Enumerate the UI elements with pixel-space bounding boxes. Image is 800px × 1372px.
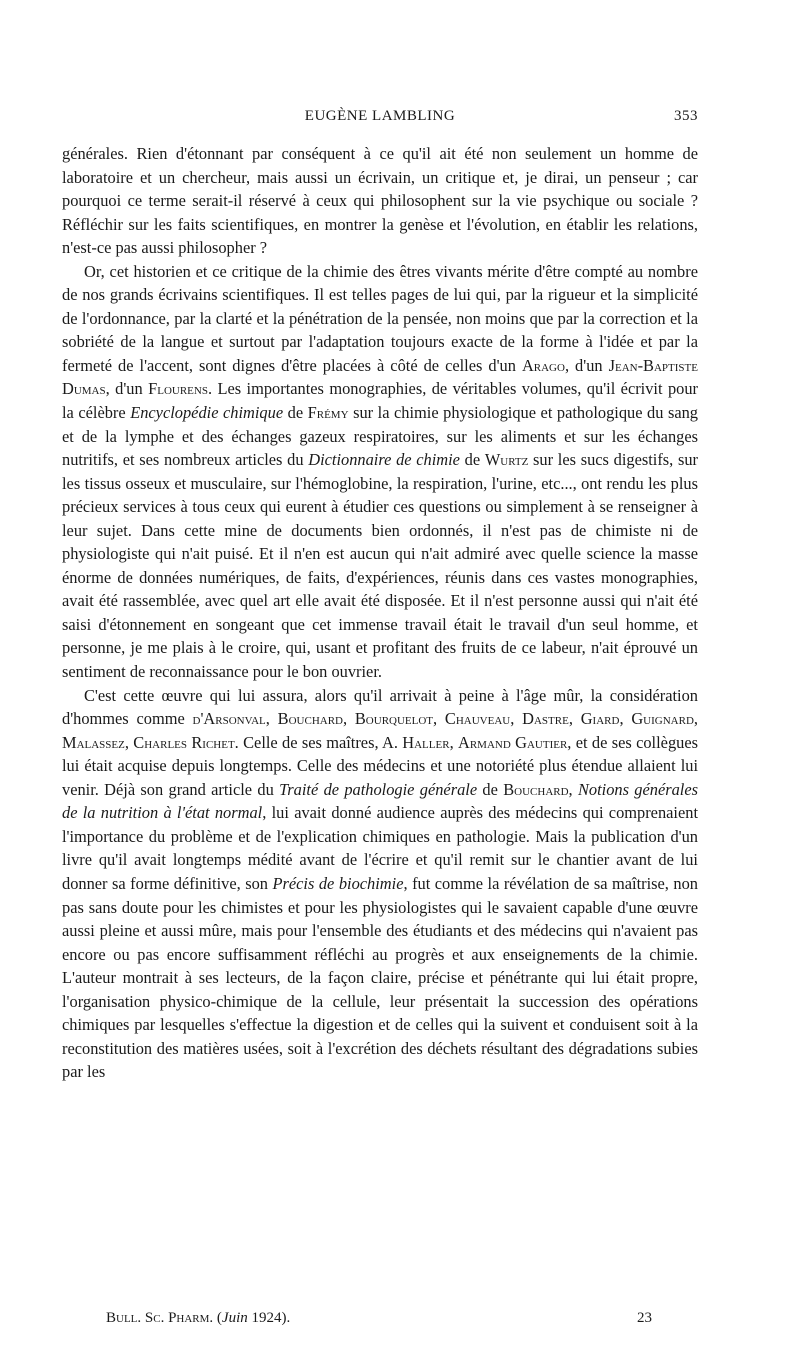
journal-name: Bull. Sc. Pharm. ( bbox=[106, 1310, 222, 1326]
text-run: , et de ses collègues lui était acquise depuis longtemps. Celle des médecins et une notoriété plus étendue allaient lui venir. Déjà son grand article du bbox=[62, 732, 698, 799]
text-run: . Celle de ses maîtres, A. bbox=[234, 732, 403, 752]
text-run: de bbox=[477, 779, 504, 799]
text-run: , bbox=[693, 709, 699, 729]
text-run: , lui avait donné audience auprès des médecins qui comprenaient l'importance du problème et de l'explication chimiques en pathologie. Mais la publication d'un livre qu'il avait longtemps médité avant de l'écrire et qu'il remit sur le chantier avant de lui donner sa forme définitive, son bbox=[62, 803, 698, 893]
person-name: Frémy bbox=[307, 403, 349, 423]
person-name: Giard bbox=[580, 709, 620, 729]
text-run: sur les sucs digestifs, sur les tissus osseux et musculaire, sur l'hémoglobine, la respiration, l'urine, etc..., ont rendu les plus précieux services à tous ceux qui eurent à étudier ces questions ou simplement à se renseigner à leur sujet. Dans cette mine de documents bien ordonnés, il n'est pas de chimiste ni de physiologiste qui n'ait puisé. Et il n'en est aucun qui n'ait admiré avec quelle science la masse énorme de données numériques, de faits, d'expériences, réunis dans ces vastes monographies, avait été rassemblée, avec quel art elle avait été disposée. Et il n'est personne aussi qui n'ait été saisi d'étonnement en songeant que cet immense travail était le travail d'un seul homme, et personne, je me plais à le croire, qui, usant et profitant des fruits de ce labeur, n'ait éprouvé un sentiment de reconnaissance pour le bon ouvrier. bbox=[62, 450, 698, 682]
text-run: . Les importantes monographies, de véritables volumes, qu'il écrivit pour la célèbre bbox=[62, 379, 698, 423]
text-run: , bbox=[124, 732, 134, 752]
person-name: Chauveau bbox=[444, 709, 511, 729]
paragraph-3 bbox=[62, 684, 698, 1084]
person-name: Malassez bbox=[62, 732, 125, 752]
running-title: EUGÈNE LAMBLING bbox=[304, 108, 456, 124]
text-run: , d'un bbox=[564, 355, 609, 375]
person-name: Charles Richet bbox=[133, 732, 235, 752]
person-name: d'Arsonval bbox=[192, 709, 266, 729]
person-name: Haller bbox=[402, 732, 450, 752]
person-name: Arago bbox=[521, 355, 565, 375]
text-run: C'est cette œuvre qui lui assura, alors qu'il arrivait à peine à l'âge mûr, la considération d'hommes comme bbox=[62, 685, 698, 729]
work-title: Encyclopédie chimique bbox=[130, 403, 284, 423]
text-run: , d'un bbox=[105, 379, 149, 399]
text-run: générales. Rien d'étonnant par conséquent à ce qu'il ait été non seulement un homme de laboratoire et un chercheur, mais aussi un écrivain, un critique et, je dirai, un penseur ; car pourquoi ce terme serait-il réservé à ceux qui philosophent sur la vie psychique ou sociale ? Réfléchir sur les faits scientifiques, en montrer la genèse et l'évolution, en établir les relations, n'est-ce pas aussi philosopher ? bbox=[62, 144, 698, 258]
text-run: Or, cet historien et ce critique de la chimie des êtres vivants mérite d'être compté au nombre de nos grands écrivains scientifiques. Il est telles pages de lui qui, par la rigueur et la simplicité de l'ordonnance, par la clarté et la pénétration de la pensée, non moins que par la correction et la sobriété de la langue et surtout par l'adaptation toujours exacte de la forme à l'idée et par la fermeté de l'accent, sont dignes d'être placées à côté de celles d'un bbox=[62, 261, 698, 375]
text-run: de bbox=[283, 403, 308, 423]
text-run: , bbox=[568, 709, 581, 729]
paragraph-2 bbox=[62, 260, 698, 684]
page-footer bbox=[106, 1310, 652, 1327]
person-name: Guignard bbox=[631, 709, 694, 729]
journal-year: 1924). bbox=[247, 1310, 291, 1326]
body-text bbox=[62, 142, 698, 1084]
signature-mark: 23 bbox=[637, 1310, 652, 1326]
journal-month: Juin bbox=[221, 1310, 248, 1326]
text-run: sur la chimie physiologique et pathologique du sang et de la lymphe et des échanges gazeux respiratoires, sur les aliments et sur les échanges nutritifs, et ses nombreux articles du bbox=[62, 403, 698, 470]
work-title: Traité de pathologie générale bbox=[279, 779, 478, 799]
text-run: , bbox=[433, 709, 445, 729]
page-number: 353 bbox=[674, 108, 698, 124]
text-run: , fut comme la révélation de sa maîtrise, non pas sans doute pour les chimistes et pour les physiologistes qui le savaient capable d'une œuvre aussi pleine et aussi mûre, mais pour l'ensemble des étudiants et des médecins qui n'avaient pas encore ou pas encore suffisamment réfléchi au progrès et aux enseignements de la chimie. L'auteur montrait à ses lecteurs, de la façon claire, précise et pénétrante qui lui était propre, l'organisation physico-chimique de la cellule, leur présentait la succession des opérations chimiques par lesquelles s'effectue la digestion et de celles qui la suivent et conduisent soit à la reconstitution des matières usées, soit à l'excrétion des déchets résultant des dégradations subies par les bbox=[62, 873, 698, 1082]
journal-reference bbox=[106, 1310, 290, 1326]
work-title: Dictionnaire de chimie bbox=[308, 450, 460, 470]
person-name: Bouchard bbox=[503, 779, 569, 799]
text-run: , bbox=[342, 709, 355, 729]
work-title: Précis de biochimie bbox=[272, 873, 404, 893]
person-name: Jean-Baptiste Dumas bbox=[62, 355, 698, 399]
text-run: , bbox=[449, 732, 458, 752]
person-name: Wurtz bbox=[484, 450, 529, 470]
person-name: Flourens bbox=[148, 379, 208, 399]
paragraph-1 bbox=[62, 142, 698, 260]
person-name: Bouchard bbox=[277, 709, 343, 729]
text-run: , bbox=[510, 709, 523, 729]
text-run: , bbox=[265, 709, 278, 729]
person-name: Dastre bbox=[522, 709, 569, 729]
text-run: , bbox=[568, 779, 578, 799]
person-name: Armand Gautier bbox=[458, 732, 568, 752]
text-run: de bbox=[459, 450, 485, 470]
work-title: Notions générales de la nutrition à l'état normal bbox=[62, 779, 699, 823]
person-name: Bourquelot bbox=[354, 709, 434, 729]
text-run: , bbox=[619, 709, 632, 729]
